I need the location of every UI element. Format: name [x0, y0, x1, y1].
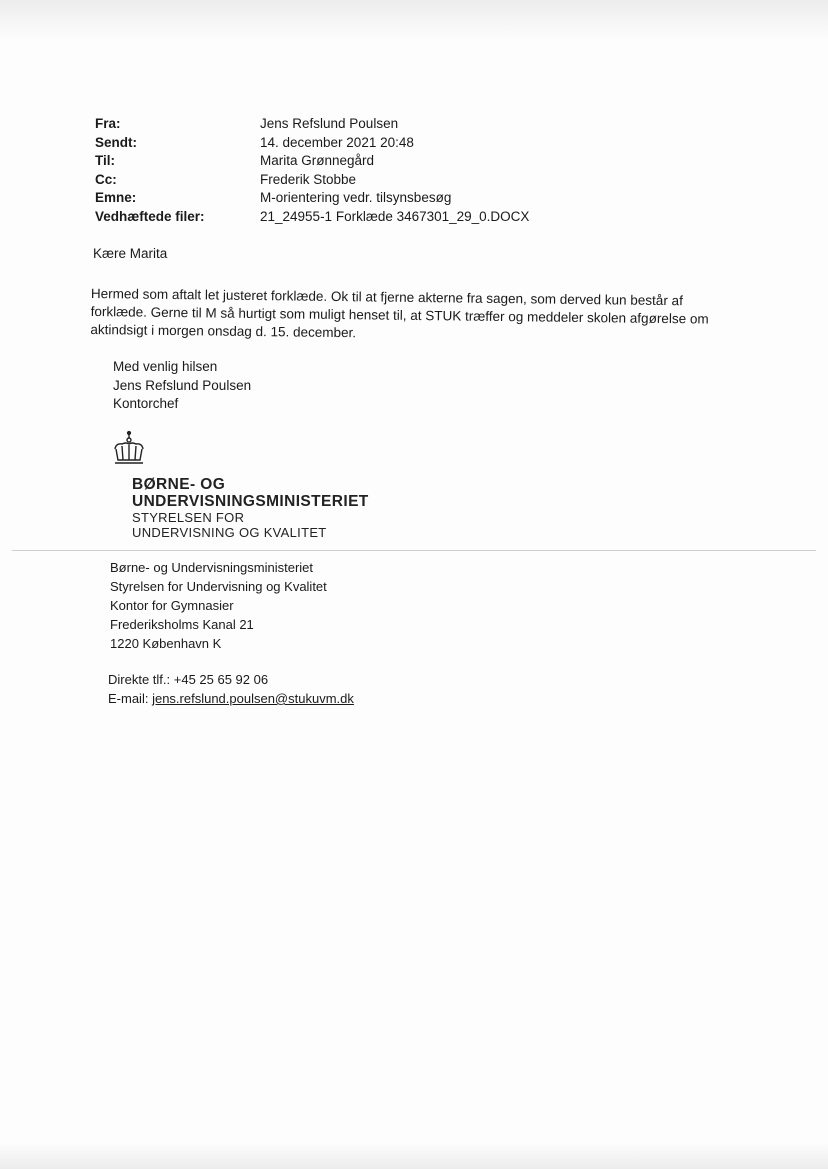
signature-name: Jens Refslund Poulsen — [113, 377, 252, 393]
email-label: E-mail: — [108, 691, 149, 706]
divider — [12, 550, 816, 551]
header-value-cc: Frederik Stobbe — [260, 171, 357, 187]
header-label-subject: Emne: — [95, 190, 137, 205]
logo-line-1: BØRNE- OG — [132, 476, 226, 493]
ministry-logo-text — [132, 476, 369, 540]
header-row-attachments — [95, 208, 529, 227]
address-line-5: 1220 København K — [110, 636, 222, 651]
scan-shadow-bottom — [0, 1143, 828, 1169]
contact-block — [108, 670, 354, 708]
header-label-sent: Sendt: — [95, 134, 137, 150]
header-label-attachments: Vedhæftede filer: — [95, 208, 205, 224]
email-header — [95, 115, 529, 226]
message-body: Hermed som aftalt let justeret forklæde. Ok til at fjerne akterne fra sagen, som derved kun består af forklæde. Gerne til M så hurtigt som muligt henset til, at STUK træffer og meddeler skolen afgørelse om aktindsigt i morgen onsdag d. 15. december. — [90, 285, 709, 341]
header-row-subject — [95, 189, 529, 208]
header-row-cc — [95, 171, 529, 190]
signature-closing: Med venlig hilsen — [113, 359, 218, 374]
header-label-to: Til: — [95, 153, 115, 168]
address-line-4: Frederiksholms Kanal 21 — [110, 617, 254, 632]
signature-title: Kontorchef — [113, 396, 179, 411]
header-value-attachments: 21_24955-1 Forklæde 3467301_29_0.DOCX — [260, 208, 530, 224]
logo-line-2: UNDERVISNINGSMINISTERIET — [132, 493, 369, 510]
signature — [113, 358, 251, 414]
phone-line — [108, 670, 354, 689]
header-row-sent — [95, 134, 529, 153]
header-value-to: Marita Grønnegård — [260, 153, 375, 168]
crown-icon — [112, 430, 146, 466]
header-label-from: Fra: — [95, 116, 121, 131]
greeting: Kære Marita — [93, 246, 168, 261]
address-line-1: Børne- og Undervisningsministeriet — [110, 560, 314, 575]
phone-number: +45 25 65 92 06 — [173, 672, 269, 687]
address-line-2: Styrelsen for Undervisning og Kvalitet — [110, 579, 327, 594]
email-line — [108, 689, 354, 708]
phone-label: Direkte tlf.: — [108, 672, 171, 687]
header-value-from: Jens Refslund Poulsen — [260, 116, 399, 131]
logo-line-4: UNDERVISNING OG KVALITET — [132, 525, 327, 540]
header-value-sent: 14. december 2021 20:48 — [260, 134, 414, 150]
header-row-from — [95, 115, 529, 134]
header-label-cc: Cc: — [95, 171, 117, 187]
email-link[interactable]: jens.refslund.poulsen@stukuvm.dk — [152, 691, 354, 706]
header-value-subject: M-orientering vedr. tilsynsbesøg — [260, 190, 452, 205]
scan-shadow-top — [0, 0, 828, 40]
address-block — [110, 558, 327, 653]
logo-line-3: STYRELSEN FOR — [132, 510, 245, 525]
address-line-3: Kontor for Gymnasier — [110, 598, 234, 613]
header-row-to — [95, 152, 529, 171]
